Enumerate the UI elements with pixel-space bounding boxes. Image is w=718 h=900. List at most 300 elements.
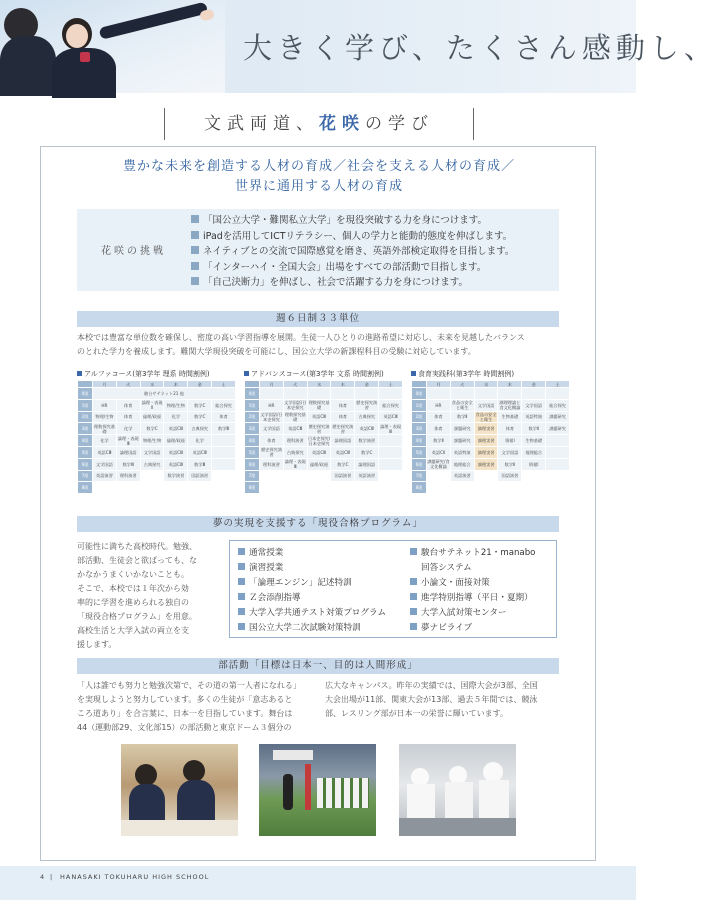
timetable-cell: 古典探究 (283, 446, 307, 458)
timetable-cell (379, 388, 403, 400)
heading-post: の学び (365, 114, 434, 134)
footer-divider: | (50, 873, 54, 881)
timetable-cell: 体育 (260, 435, 284, 447)
timetable-cell: 食品の安全と衛生 (451, 400, 473, 411)
timetable-cell (379, 446, 403, 458)
club-text-line: を実現しようと努力しています。多くの生徒が「意志あると (77, 695, 293, 704)
timetable-cell: 化学 (188, 435, 212, 447)
timetable-cell (379, 482, 403, 494)
timetable-day-header: 木 (331, 381, 355, 388)
timetable-cell: 体育 (331, 399, 355, 411)
club-heading: 部活動「目標は日本一、目的は人間形成」 (77, 658, 559, 674)
timetable-cell: 文学国語/日本史探究 (260, 411, 283, 422)
program-item (410, 621, 535, 636)
timetable-row (412, 470, 570, 482)
timetable-cell: 課題研究 (450, 435, 474, 447)
timetable-cell (331, 388, 355, 400)
goals-line-1: 豊かな未来を創造する人材の育成／社会を支える人材の育成／ (122, 159, 515, 174)
timetable-cell: 倫理/政経 (307, 458, 331, 470)
dream-text-line: 可能性に満ちた高校時代。勉強、 (77, 542, 197, 551)
timetable-row (245, 470, 403, 482)
program-item-text: 大学入学共通テスト対策プログラム (249, 608, 387, 618)
timetable-cell (260, 482, 284, 494)
timetable-cell: 論理・表現Ⅲ (117, 435, 139, 446)
timetable-period: 5限 (412, 446, 427, 458)
program-item-text: 回答システム (421, 563, 472, 573)
goals-line-2: 世界に通用する人材の育成 (234, 179, 403, 194)
timetable-row (412, 388, 570, 400)
program-item (238, 576, 386, 591)
timetable-cell: 体育 (331, 411, 355, 423)
timetable-cell (188, 482, 212, 494)
timetable-cell: 理数探究基礎 (308, 400, 330, 411)
week-text-line: 本校では豊富な単位数を確保し、密度の高い学習指導を展開。生徒一人ひとりの進路希望に対応し、未来を見越したバランス (77, 333, 525, 342)
timetable-row (78, 470, 236, 482)
students-photo (0, 0, 225, 93)
timetable-cell: 英語CⅡ (427, 446, 451, 458)
club-text-line: ころ道あり」を合言葉に、日本一を目指しています。舞台は (77, 709, 293, 718)
timetable-cell: 英語CⅢ (355, 423, 379, 435)
timetable-note: (第3学年 理系 時間割例) (132, 370, 210, 378)
program-item-text: 「論理エンジン」記述特訓 (249, 578, 352, 588)
timetable-cell: 地理総合 (450, 458, 474, 470)
sports-photo (259, 744, 376, 836)
timetable-row (245, 446, 403, 458)
timetable-period: 2限 (78, 411, 93, 423)
timetable-day-header: 月 (260, 381, 284, 388)
timetable-cell (307, 388, 331, 400)
timetable-period: 8限 (412, 482, 427, 494)
program-item-text: 国公立大学二次試験対策特訓 (249, 623, 361, 633)
club-text-line: 「人は誰でも努力と勉強次第で、その道の第一人者になれる」 (77, 681, 301, 690)
timetable-cell (212, 482, 236, 494)
square-bullet-icon (410, 623, 417, 630)
timetable-period: 5限 (78, 446, 93, 458)
timetable-period: 3限 (412, 423, 427, 435)
timetable-cell: 英語CⅢ (93, 446, 117, 458)
hero-banner (0, 0, 718, 93)
timetable-period: 7限 (412, 470, 427, 482)
timetable-cell (260, 470, 284, 482)
square-bullet-icon (77, 371, 82, 376)
timetable-cell (116, 482, 140, 494)
dream-text-line: 援します。 (77, 640, 117, 649)
timetable-cell (212, 446, 236, 458)
timetable-day-header: 火 (450, 381, 474, 388)
timetable-note: (第3学年 文系 時間割例) (306, 370, 384, 378)
timetable-cell (212, 458, 236, 470)
timetable-row (412, 423, 570, 435)
timetable-period: 6限 (78, 458, 93, 470)
timetable-row (412, 399, 570, 411)
club-text-left (77, 679, 315, 735)
square-bullet-icon (238, 608, 245, 615)
timetable-cell (355, 388, 379, 400)
timetable-row (78, 423, 236, 435)
timetable-period: 6限 (245, 458, 260, 470)
page-number: 4 (40, 873, 46, 881)
timetable-row (412, 435, 570, 447)
square-bullet-icon (244, 371, 249, 376)
timetable-period: 0限 (245, 388, 260, 400)
timetable-day-header: 木 (164, 381, 188, 388)
timetable-cell (212, 470, 236, 482)
timetable-cell: 体育 (116, 411, 140, 423)
program-item (238, 591, 386, 606)
timetable-row (78, 411, 236, 423)
timetable-cell: 古典探究 (140, 458, 164, 470)
program-item-text: 進学特別指導（平日・夏期） (421, 593, 533, 603)
timetable-cell: 物理/生物 (140, 435, 164, 447)
program-item (410, 606, 535, 621)
timetable-cell (212, 435, 236, 447)
timetable-cell: 英語CⅢ (164, 423, 188, 435)
dream-text-line: 部活動、生徒会と欲ばっても、な (77, 556, 197, 565)
square-bullet-icon (191, 246, 199, 254)
timetable-cell (164, 482, 188, 494)
timetable-cell: 国語演習 (188, 470, 212, 482)
timetable-cell: 英語CⅢ (164, 446, 188, 458)
timetable-cell: 総合探究 (379, 399, 403, 411)
timetable-period: 0限 (412, 388, 427, 400)
timetable-cell: 数学演習 (355, 435, 379, 447)
program-item-text: 演習授業 (249, 563, 284, 573)
challenge-item (191, 260, 514, 276)
timetable-cell: 英語CⅢ (307, 411, 331, 423)
timetable-cell: 英語CⅢ (331, 446, 355, 458)
timetable-cell: 数学C (331, 458, 355, 470)
program-item (410, 561, 535, 576)
timetable-cell: 英語CⅢ (379, 411, 403, 423)
challenge-box (77, 209, 559, 291)
square-bullet-icon (191, 262, 199, 270)
club-text-line: 広大なキャンパス。昨年の実績では、国際大会が3部、全国 (325, 681, 538, 690)
timetable-row (245, 399, 403, 411)
timetable-cell: 古典探究 (188, 423, 212, 435)
timetable-cell: 数学Ⅲ (188, 458, 212, 470)
timetable-cell: 化学 (164, 411, 188, 423)
timetable-row (245, 388, 403, 400)
dream-heading: 夢の実現を支援する「現役合格プログラム」 (77, 516, 559, 532)
challenge-item (191, 213, 514, 229)
timetable-cell: 古典探究 (355, 411, 379, 423)
square-bullet-icon (191, 277, 199, 285)
timetable-cell: 歴史探究演習 (332, 423, 354, 434)
program-item (238, 621, 386, 636)
timetable-period: 3限 (78, 423, 93, 435)
timetable-cell: HR (427, 399, 451, 411)
challenge-item-text: ネイティブとの交流で国際感覚を磨き、英語外部検定取得を目指します。 (203, 246, 515, 257)
timetable-day-header: 月 (93, 381, 117, 388)
timetable-cell: 化学 (93, 435, 117, 447)
square-bullet-icon (410, 593, 417, 600)
club-text-line: 部、レスリング部が日本一の栄誉に輝いています。 (325, 709, 508, 718)
program-item-text: Ｚ会添削指導 (249, 593, 301, 603)
timetable-cell (522, 388, 546, 400)
timetable-cell: 文学国語 (498, 446, 522, 458)
timetable-cell: 調理実習 (474, 446, 498, 458)
timetable-cell (546, 446, 570, 458)
timetable-cell (355, 482, 379, 494)
timetable-cell: 倫理/政経 (164, 435, 188, 447)
timetable-cell: 物理/生物 (93, 411, 117, 423)
timetable-cell: 歴史探究演習 (356, 400, 378, 411)
timetable-row (78, 388, 236, 400)
program-item (410, 591, 535, 606)
timetable-day-header: 月 (427, 381, 451, 388)
timetable-cell: 文学国語/日本史探究 (284, 400, 307, 411)
timetable-cell (546, 388, 570, 400)
timetable-cell: 英語CⅢ (188, 446, 212, 458)
square-bullet-icon (410, 548, 417, 555)
timetable-cell (93, 482, 117, 494)
timetable-cell (331, 482, 355, 494)
timetable-cell (379, 470, 403, 482)
timetable-cell: 理科演習 (283, 435, 307, 447)
timetable-cell: 情報Ⅰ (522, 458, 546, 470)
timetable-cell (474, 482, 498, 494)
timetable-cell: 数学Ⅱ (522, 423, 546, 435)
timetable-cell: 日本史探究/日本史探究 (307, 435, 331, 446)
timetable-cell (307, 482, 331, 494)
program-item-text: 夢ナビライブ (421, 623, 473, 633)
dream-text-line: 高校生活と大学入試の両立を支 (77, 626, 189, 635)
timetable-corner (78, 381, 93, 388)
timetable-day-header: 火 (116, 381, 140, 388)
timetable-row (245, 411, 403, 423)
program-item (238, 606, 386, 621)
square-bullet-icon (410, 578, 417, 585)
timetable-cell (546, 470, 570, 482)
timetable-cell (283, 388, 307, 400)
timetable-food (411, 380, 570, 494)
square-bullet-icon (238, 593, 245, 600)
timetable-cell: 英語演習 (355, 470, 379, 482)
challenge-item (191, 275, 514, 291)
timetable-period: 8限 (245, 482, 260, 494)
timetable-row (78, 435, 236, 447)
timetable-cell: 英語特演 (450, 446, 474, 458)
timetable-cell (450, 388, 474, 400)
timetable-cell: HR (93, 399, 117, 411)
timetable-cell: 体育 (427, 423, 451, 435)
club-text-right (325, 679, 563, 721)
timetable-cell: 体育 (427, 411, 451, 423)
timetable-cell: 物理/生物 (164, 399, 188, 411)
timetable-day-header: 土 (546, 381, 570, 388)
goals-title (41, 157, 597, 197)
timetable-period: 6限 (412, 458, 427, 470)
program-item (238, 561, 386, 576)
timetable-cell (546, 435, 570, 447)
program-list-right (410, 546, 535, 636)
timetable-cell: 総合探究 (546, 399, 570, 411)
timetable-cell: 課題研究 (546, 423, 570, 435)
timetable-period: 1限 (78, 399, 93, 411)
timetable-cell (379, 458, 403, 470)
timetable-cell: 数学Ⅲ (212, 423, 236, 435)
timetable-cell: 課題研究 (450, 423, 474, 435)
timetable-cell (427, 482, 451, 494)
timetable-day-header: 金 (522, 381, 546, 388)
timetable-advance (244, 380, 403, 494)
timetable-cell: 生物基礎 (498, 411, 522, 423)
timetable-title-alpha (77, 369, 210, 379)
timetable-cell: 調理実習 (474, 458, 498, 470)
timetable-cell (498, 482, 522, 494)
timetable-cell: 数学Ⅱ (498, 458, 522, 470)
dream-text-line: そこで、本校では１年次から効 (77, 584, 189, 593)
dream-text-line: 率的に学習を進められる独自の (77, 598, 189, 607)
timetable-cell: 体育 (498, 423, 522, 435)
timetable-day-header: 水 (140, 381, 164, 388)
timetable-corner (412, 381, 427, 388)
timetable-cell: 文学国語 (140, 446, 164, 458)
section-heading (164, 108, 474, 140)
dream-text (77, 540, 223, 652)
timetable-cell: 駿台サテネット21 他 (93, 388, 236, 400)
program-item (410, 576, 535, 591)
timetable-day-header: 火 (283, 381, 307, 388)
timetable-cell: 国語演習 (331, 470, 355, 482)
timetable-alpha (77, 380, 236, 494)
timetable-cell: 体育 (116, 399, 140, 411)
cooking-photo (399, 744, 516, 836)
timetable-cell: 文学国語 (260, 423, 284, 435)
timetable-cell: 文学国語 (522, 399, 546, 411)
timetable-cell: 課題研究/食文化概論 (427, 459, 450, 470)
timetable-cell (140, 470, 164, 482)
timetable-cell: 調理実習 (474, 435, 498, 447)
timetable-period: 8限 (78, 482, 93, 494)
square-bullet-icon (411, 371, 416, 376)
timetable-cell: 英語CⅢ (307, 446, 331, 458)
timetable-row (78, 399, 236, 411)
timetable-cell (260, 388, 284, 400)
timetable-cell: 歴史探究演習 (308, 423, 330, 434)
timetable-cell: 数学C (355, 446, 379, 458)
square-bullet-icon (191, 215, 199, 223)
timetable-cell: 理数探究基礎 (93, 423, 115, 434)
timetable-cell (522, 482, 546, 494)
timetable-cell: 論理国語 (355, 458, 379, 470)
timetable-row (245, 458, 403, 470)
challenge-item-text: iPadを活用してICTリテラシー、個人の学力と能動的態度を伸ばします。 (203, 230, 513, 242)
square-bullet-icon (238, 623, 245, 630)
timetable-cell: 国語演習 (498, 470, 522, 482)
timetable-cell (283, 470, 307, 482)
challenge-item (191, 229, 514, 245)
timetable-day-header: 金 (188, 381, 212, 388)
timetable-cell: 英語演習 (93, 470, 117, 482)
timetable-cell (546, 482, 570, 494)
timetable-cell (474, 388, 498, 400)
timetable-cell: 英語CⅢ (164, 458, 188, 470)
timetable-cell: 英語演習 (450, 470, 474, 482)
timetable-period: 1限 (245, 399, 260, 411)
timetable-day-header: 土 (212, 381, 236, 388)
timetable-cell: HR (260, 399, 284, 411)
program-list-left (238, 546, 386, 636)
timetable-cell: 理科演習 (116, 470, 140, 482)
timetable-cell (307, 470, 331, 482)
timetable-cell: 食品の安全と衛生 (475, 411, 497, 422)
timetable-cell: 調理理論と食文化概論 (499, 400, 521, 411)
timetable-cell: 歴史探究演習 (260, 447, 282, 458)
timetable-cell: 数学Ⅲ (116, 458, 140, 470)
club-text-line: 44（運動部29、文化部15）の部活動と東京ドーム３個分の (77, 723, 292, 732)
timetable-period: 4限 (78, 435, 93, 447)
timetable-cell: 化学 (116, 423, 140, 435)
timetable-cell: 数学Ⅱ (427, 435, 451, 447)
timetable-row (78, 458, 236, 470)
timetable-cell (379, 435, 403, 447)
timetable-period: 2限 (412, 411, 427, 423)
program-item-text: 通常授業 (249, 548, 284, 558)
timetable-period: 4限 (245, 435, 260, 447)
square-bullet-icon (410, 608, 417, 615)
program-item (410, 546, 535, 561)
timetable-corner (245, 381, 260, 388)
timetable-row (78, 482, 236, 494)
timetable-cell: 論理国語 (116, 446, 140, 458)
hero-title: 大きく学び、たくさん感動し、 (243, 31, 718, 65)
challenge-item-text: 「国公立大学・難関私立大学」を現役突破する力を身につけます。 (203, 215, 488, 226)
timetable-row (245, 435, 403, 447)
dream-text-line: かなかうまくいかないことも。 (77, 570, 189, 579)
timetable-period: 1限 (412, 399, 427, 411)
timetable-cell: 文学国語 (474, 399, 498, 411)
school-name: HANASAKI TOKUHARU HIGH SCHOOL (60, 873, 210, 881)
program-item-text: 大学入試対策センター (421, 608, 507, 618)
timetable-cell: 体育 (212, 411, 236, 423)
timetable-cell: 地理総合 (522, 446, 546, 458)
square-bullet-icon (238, 563, 245, 570)
program-item (238, 546, 386, 561)
timetable-title-food (411, 369, 514, 379)
challenge-item (191, 244, 514, 260)
timetable-cell (140, 482, 164, 494)
timetable-row (412, 411, 570, 423)
program-item-text: 小論文・面接対策 (421, 578, 490, 588)
square-bullet-icon (238, 578, 245, 585)
timetable-row (78, 446, 236, 458)
program-box (229, 540, 557, 638)
timetable-period: 0限 (78, 388, 93, 400)
timetable-cell: 情報Ⅰ (498, 435, 522, 447)
timetable-cell: 理科演習 (260, 458, 284, 470)
timetable-cell: 英語特演 (522, 411, 546, 423)
heading-pre: 文武両道、 (204, 114, 319, 134)
timetable-cell: 論理・表現Ⅲ (284, 459, 306, 470)
timetable-cell: 文学国語 (93, 458, 117, 470)
timetable-row (412, 458, 570, 470)
week-text-line: のとれた学力を養成します。難関大学現役突破を可能にし、国公立大学の新課程科目の受験に対応しています。 (77, 347, 476, 356)
dream-text-line: 「現役合格プログラム」を用意。 (77, 612, 197, 621)
content-frame (40, 146, 596, 861)
timetable-cell: 数学C (140, 423, 164, 435)
study-photo (121, 744, 238, 836)
heading-highlight: 花咲 (319, 114, 365, 134)
timetable-period: 7限 (78, 470, 93, 482)
timetable-cell (522, 470, 546, 482)
timetable-cell: 論理・表現Ⅱ (141, 400, 163, 411)
timetable-row (245, 423, 403, 435)
timetable-cell (450, 482, 474, 494)
timetable-day-header: 水 (307, 381, 331, 388)
timetable-cell: 論理国語 (331, 435, 355, 447)
timetable-period: 7限 (245, 470, 260, 482)
